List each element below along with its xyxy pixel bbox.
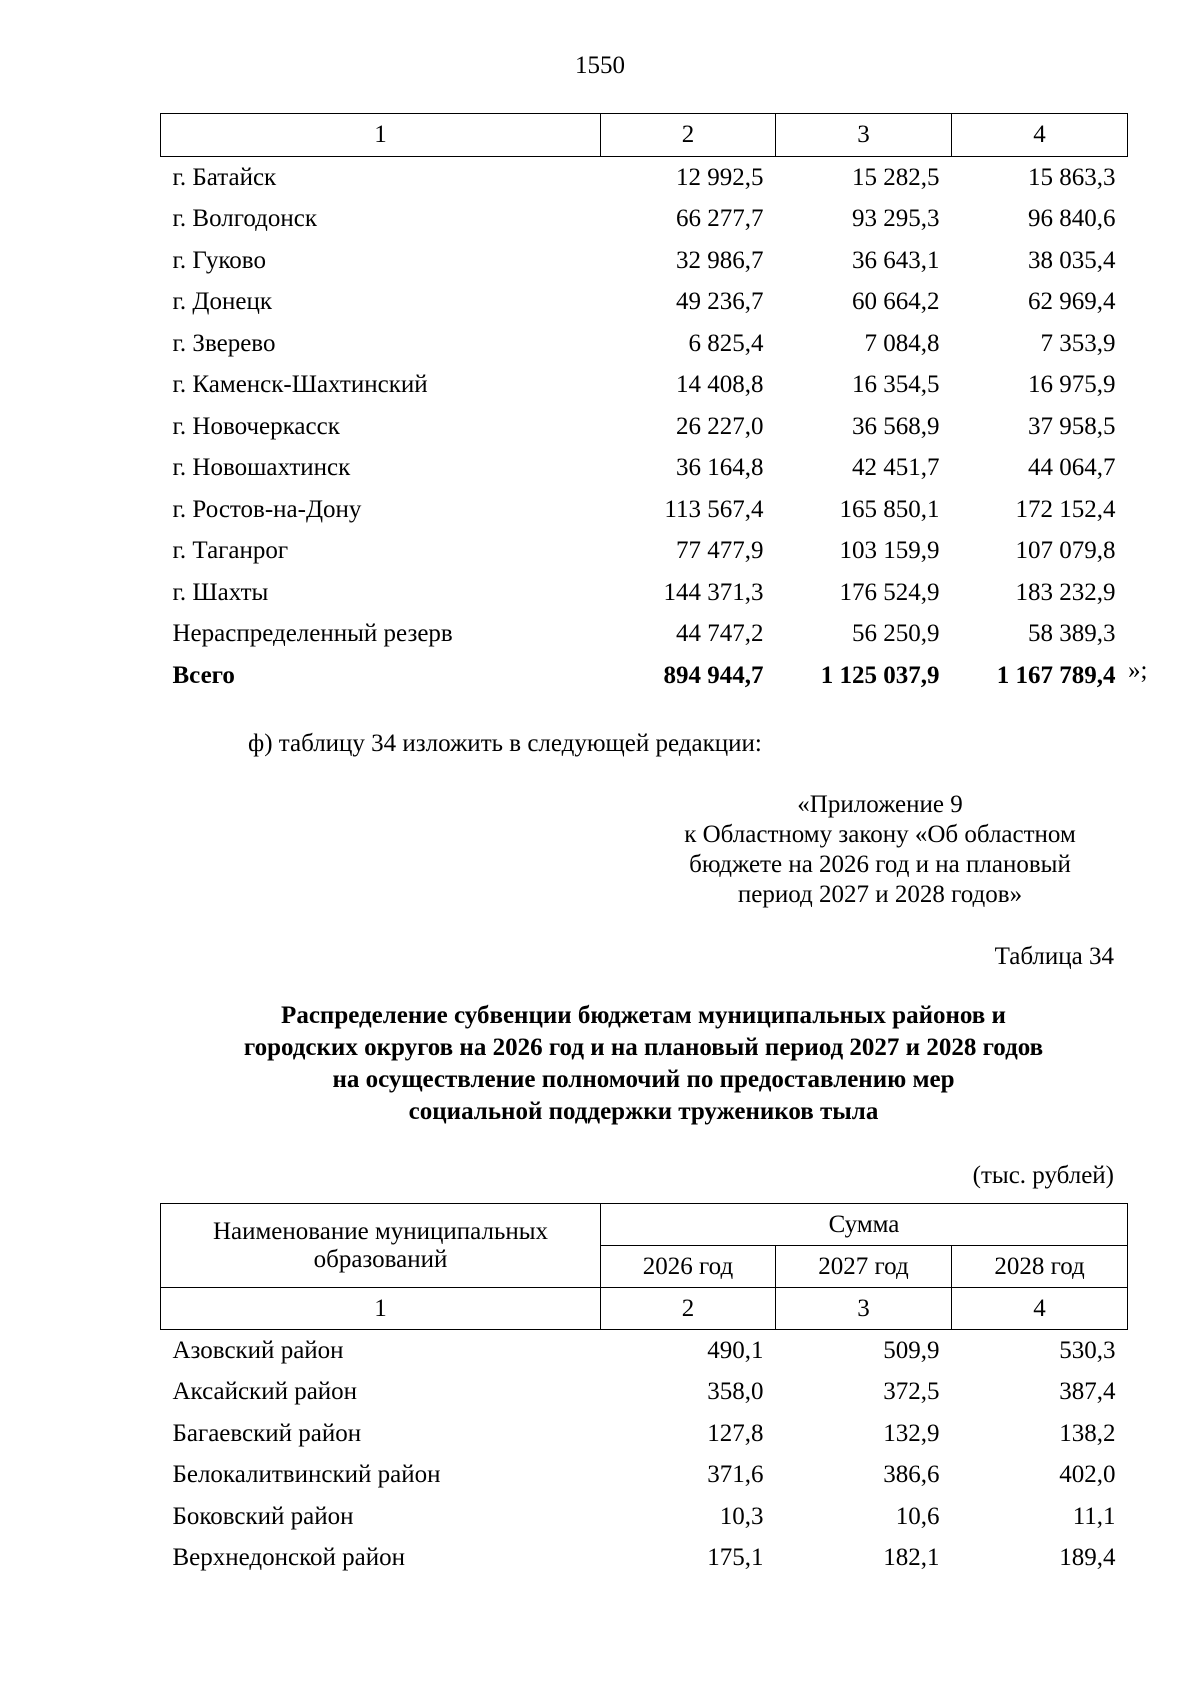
table-row: [161, 448, 1128, 490]
cell-2026: 490,1: [707, 1336, 764, 1364]
header-year: 2026 год: [601, 1246, 776, 1288]
header-year: 2027 год: [776, 1246, 952, 1288]
header-row: [161, 1204, 1128, 1246]
cell-2028: 387,4: [1059, 1378, 1116, 1406]
cell-2028: 38 035,4: [1028, 246, 1116, 274]
cell-name: г. Батайск: [172, 163, 277, 191]
cell-2028: 37 958,5: [1028, 412, 1116, 440]
title-line: городских округов на 2026 год и на плановый период 2027 и 2028 годов: [243, 1034, 1044, 1061]
table-row: [161, 1496, 1128, 1538]
cell-2026: 371,6: [707, 1461, 764, 1489]
column-number-row: [161, 114, 1128, 157]
title-line: социальной поддержки тружеников тыла: [408, 1098, 879, 1125]
table-row: [161, 240, 1128, 282]
cell-2028: 96 840,6: [1028, 205, 1116, 233]
cell-2027: 182,1: [883, 1544, 940, 1572]
cell-name: Аксайский район: [172, 1378, 358, 1406]
appendix-line: «Приложение 9: [797, 791, 963, 818]
cell-2026: 127,8: [707, 1419, 764, 1447]
cell-name: г. Волгодонск: [172, 205, 318, 233]
total-row: [161, 655, 1128, 697]
cell-2028: 530,3: [1059, 1336, 1116, 1364]
cell-name: Всего: [172, 661, 235, 689]
table-row: [161, 489, 1128, 531]
cell-2027: 60 664,2: [852, 288, 940, 316]
cell-2027: 165 850,1: [839, 495, 940, 523]
appendix-line: бюджете на 2026 год и на плановый: [689, 851, 1071, 878]
cell-2026: 6 825,4: [688, 329, 764, 357]
column-number: 3: [776, 114, 952, 157]
cell-2026: 10,3: [719, 1502, 764, 1530]
column-number: 3: [776, 1288, 952, 1330]
cell-name: г. Гуково: [172, 246, 266, 274]
cell-2026: 44 747,2: [676, 620, 764, 648]
cell-2027: 509,9: [883, 1336, 940, 1364]
cell-2026: 175,1: [707, 1544, 764, 1572]
cell-2027: 93 295,3: [852, 205, 940, 233]
cell-2028: 62 969,4: [1028, 288, 1116, 316]
cell-name: Верхнедонской район: [172, 1544, 405, 1572]
cell-2026: 144 371,3: [663, 578, 764, 606]
table-row: [161, 614, 1128, 656]
table-row: [161, 282, 1128, 324]
cell-2026: 32 986,7: [676, 246, 764, 274]
cell-name: г. Зверево: [172, 329, 276, 357]
cell-name: г. Таганрог: [172, 537, 289, 565]
table-label: Таблица 34: [994, 943, 1114, 970]
column-number: 2: [601, 114, 776, 157]
amendment-paragraph: ф) таблицу 34 изложить в следующей редакции:: [248, 730, 762, 757]
cell-2028: 183 232,9: [1015, 578, 1116, 606]
table-row: [161, 1372, 1128, 1414]
cell-2028: 16 975,9: [1028, 371, 1116, 399]
cell-2027: 56 250,9: [852, 620, 940, 648]
cell-name: г. Каменск-Шахтинский: [172, 371, 428, 399]
table-row: [161, 1330, 1128, 1372]
cell-name: Белокалитвинский район: [172, 1461, 441, 1489]
cell-name: Багаевский район: [172, 1419, 362, 1447]
cell-2026: 66 277,7: [676, 205, 764, 233]
cell-name: г. Ростов-на-Дону: [172, 495, 362, 523]
table-row: [161, 1455, 1128, 1497]
column-number-row: [161, 1288, 1128, 1330]
cell-2028: 402,0: [1059, 1461, 1116, 1489]
cell-2026: 36 164,8: [676, 454, 764, 482]
cell-2028: 15 863,3: [1028, 163, 1116, 191]
cell-2026: 14 408,8: [676, 371, 764, 399]
cell-name: Нераспределенный резерв: [172, 620, 453, 648]
cell-2027: 15 282,5: [852, 163, 940, 191]
table-34: [160, 1203, 1128, 1579]
cell-2026: 26 227,0: [676, 412, 764, 440]
cell-2026: 894 944,7: [663, 661, 764, 689]
cell-2028: 11,1: [1072, 1502, 1116, 1530]
header-sum: Сумма: [601, 1204, 1128, 1246]
cell-name: г. Новочеркасск: [172, 412, 340, 440]
cell-2028: 107 079,8: [1015, 537, 1116, 565]
units-label: (тыс. рублей): [972, 1162, 1114, 1189]
cell-2027: 372,5: [883, 1378, 940, 1406]
cell-2028: 1 167 789,4: [996, 661, 1116, 689]
cell-2026: 358,0: [707, 1378, 764, 1406]
cell-2027: 1 125 037,9: [820, 661, 940, 689]
table-row: [161, 531, 1128, 573]
cell-2027: 103 159,9: [839, 537, 940, 565]
table-row: [161, 1413, 1128, 1455]
table-title: [160, 1000, 1127, 1128]
cell-2028: 7 353,9: [1040, 329, 1116, 357]
appendix-reference: [630, 790, 1130, 910]
cell-2026: 49 236,7: [676, 288, 764, 316]
cell-2027: 7 084,8: [864, 329, 940, 357]
cell-2027: 176 524,9: [839, 578, 940, 606]
title-line: Распределение субвенции бюджетам муниципальных районов и: [281, 1002, 1006, 1029]
cell-2027: 42 451,7: [852, 454, 940, 482]
table-row: [161, 572, 1128, 614]
appendix-line: период 2027 и 2028 годов»: [737, 881, 1023, 908]
header-municipality: Наименование муниципальных образований: [161, 1204, 601, 1288]
table-row: [161, 1538, 1128, 1580]
cell-2027: 10,6: [895, 1502, 940, 1530]
cell-name: г. Шахты: [172, 578, 269, 606]
appendix-line: к Областному закону «Об областном: [684, 821, 1076, 848]
table-row: [161, 406, 1128, 448]
cell-2027: 132,9: [883, 1419, 940, 1447]
cell-name: г. Новошахтинск: [172, 454, 351, 482]
page-number: 1550: [575, 52, 625, 79]
title-line: на осуществление полномочий по предоставлению мер: [332, 1066, 955, 1093]
header-year: 2028 год: [952, 1246, 1128, 1288]
cell-2026: 113 567,4: [664, 495, 764, 523]
column-number: 1: [161, 1288, 601, 1330]
cell-name: Боковский район: [172, 1502, 354, 1530]
table-continuation: [160, 113, 1128, 697]
cell-2028: 138,2: [1059, 1419, 1116, 1447]
cell-2028: 44 064,7: [1028, 454, 1116, 482]
column-number: 4: [952, 114, 1128, 157]
column-number: 4: [952, 1288, 1128, 1330]
cell-2027: 36 568,9: [852, 412, 940, 440]
table-row: [161, 199, 1128, 241]
cell-2028: 189,4: [1059, 1544, 1116, 1572]
table-row: [161, 157, 1128, 199]
closing-quote: »;: [1128, 657, 1148, 684]
column-number: 2: [601, 1288, 776, 1330]
table-row: [161, 323, 1128, 365]
cell-2027: 16 354,5: [852, 371, 940, 399]
cell-name: Азовский район: [172, 1336, 344, 1364]
cell-2028: 172 152,4: [1015, 495, 1116, 523]
cell-2026: 77 477,9: [676, 537, 764, 565]
cell-2026: 12 992,5: [676, 163, 764, 191]
table-row: [161, 365, 1128, 407]
cell-name: г. Донецк: [172, 288, 272, 316]
cell-2027: 36 643,1: [852, 246, 940, 274]
column-number: 1: [161, 114, 601, 157]
cell-2028: 58 389,3: [1028, 620, 1116, 648]
cell-2027: 386,6: [883, 1461, 940, 1489]
